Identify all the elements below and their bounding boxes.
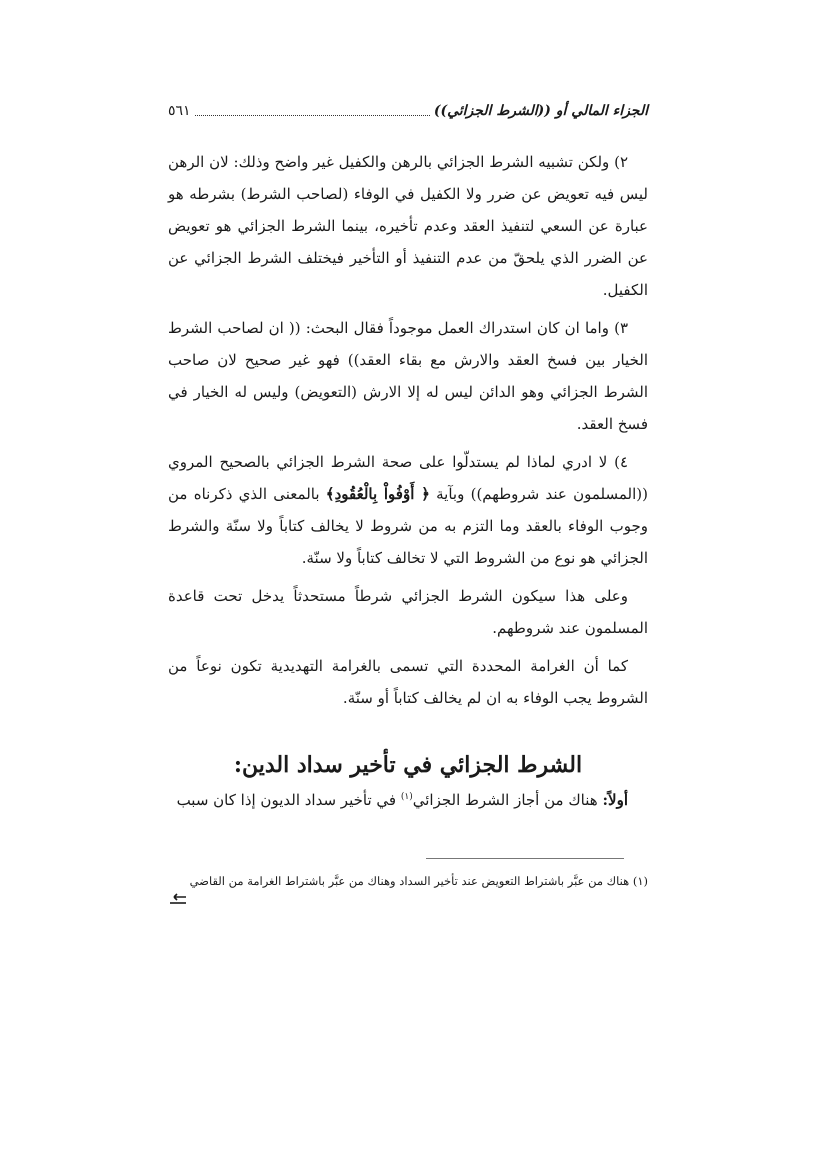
paragraph-penalty: كما أن الغرامة المحددة التي تسمى بالغرامة التهديدية تكون نوعاً من الشروط يجب الوفاء به ان لم يخالف كتاباً أو سنّة. <box>168 657 648 707</box>
running-title: الجزاء المالي أو ((الشرط الجزائي)) <box>433 103 648 119</box>
header-dotted-leader <box>195 115 430 116</box>
page-number: ٥٦١ <box>168 103 191 119</box>
paragraph-first-point <box>168 784 648 816</box>
quran-verse: ﴿ أَوْفُواْ بِالْعُقُودِ﴾ <box>325 485 430 503</box>
footnote-reference[interactable]: (١) <box>400 792 413 802</box>
paragraph-4 <box>168 446 648 574</box>
first-point-after: في تأخير سداد الديون إذا كان سبب <box>176 791 397 809</box>
paragraph-3: ٣) واما ان كان استدراك العمل موجوداً فقال البحث: (( ان لصاحب الشرط الخيار بين فسخ العقد والارش مع بقاء العقد)) فهو غير صحيح لان صاحب الشرط الجزائي وهو الدائن ليس له إلا الارش (التعويض) وليس له الخيار في فسخ العقد. <box>168 319 648 433</box>
first-point-before: هناك من أجاز الشرط الجزائي <box>412 791 598 809</box>
footnote: (١) هناك من عبَّر باشتراط التعويض عند تأخير السداد وهناك من عبَّر باشتراط الغرامة من القاضي <box>189 874 648 888</box>
arrow-left-icon <box>168 893 188 907</box>
body-text <box>168 146 648 816</box>
footnote-divider <box>426 858 624 859</box>
paragraph-4-before: ٤) لا ادري لماذا لم يستدلّوا على صحة الشرط الجزائي بالصحيح المروي ((المسلمون عند شروطهم)) وبآية <box>168 453 648 503</box>
page-header <box>168 96 648 122</box>
paragraph-4-after: بالمعنى الذي ذكرناه من وجوب الوفاء بالعقد وما التزم به من شروط لا يخالف كتاباً ولا سنّة والشرط الجزائي هو نوع من الشروط التي لا تخالف كتاباً ولا سنّة. <box>168 485 648 567</box>
page-content <box>168 96 648 822</box>
paragraph-2: ٢) ولكن تشبيه الشرط الجزائي بالرهن والكفيل غير واضح وذلك: لان الرهن ليس فيه تعويض عن ضرر ولا الكفيل في الوفاء (لصاحب الشرط) بشرطه هو عبارة عن السعي لتنفيذ العقد وعدم تأخيره، بينما الشرط الجزائي هو تعويض عن الضرر الذي يلحقّ من عدم التنفيذ أو التأخير فيختلف الشرط الجزائي عن الكفيل. <box>168 153 648 299</box>
section-heading: الشرط الجزائي في تأخير سداد الدين: <box>233 752 583 778</box>
paragraph-conclusion: وعلى هذا سيكون الشرط الجزائي شرطاً مستحدثاً يدخل تحت قاعدة المسلمون عند شروطهم. <box>168 587 648 637</box>
first-point-label: أولاً: <box>602 791 628 809</box>
